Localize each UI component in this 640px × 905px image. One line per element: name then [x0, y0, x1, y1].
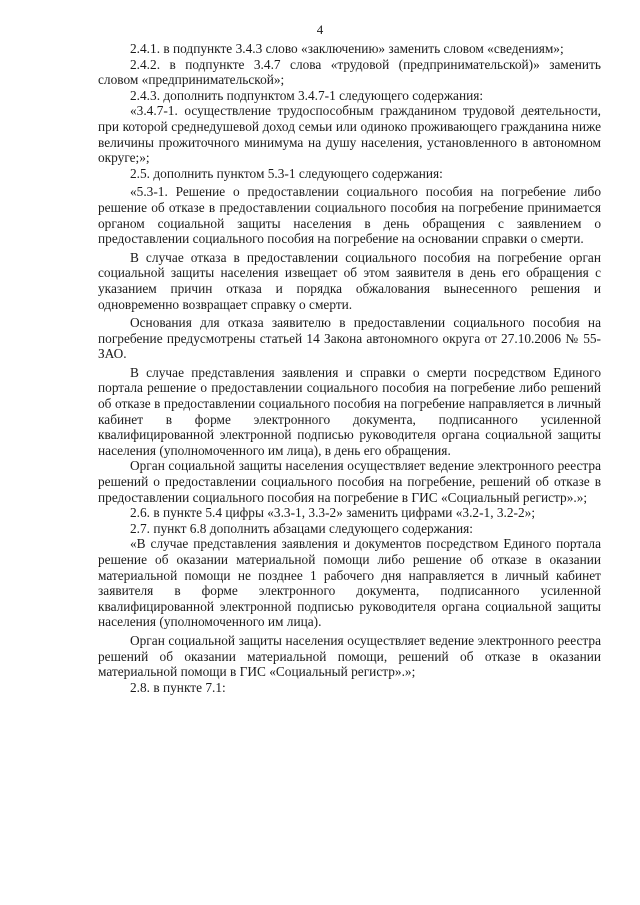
page-number: 4: [316, 22, 324, 37]
paragraph-2-4-2: 2.4.2. в подпункте 3.4.7 слова «трудовой (предпринимательской)» заменить словом «предпринимательской»;: [98, 56, 601, 88]
paragraph-2-4-3: 2.4.3. дополнить подпунктом 3.4.7-1 следующего содержания:: [130, 87, 484, 103]
paragraph-5-3-1-quote: «5.3-1. Решение о предоставлении социального пособия на погребение либо решение об отказе в предоставлении социального пособия на погребение принимается органом социальной защиты населения в день обращения с заявлением о предоставлении социального пособия на погребение на основании справки о смерти.: [98, 184, 601, 247]
paragraph-refusal-notice: В случае отказа в предоставлении социального пособия на погребение орган социальной защиты населения извещает об этом заявителя в день его обращения с указанием причин отказа и порядка обжалования вынесенного решения и одновременно возвращает справку о смерти.: [98, 249, 601, 312]
paragraph-refusal-grounds: Основания для отказа заявителю в предоставлении социального пособия на погребение предусмотрены статьей 14 Закона автономного округа от 27.10.2006 № 55-ЗАО.: [98, 315, 601, 362]
paragraph-registry-aid: Орган социальной защиты населения осуществляет ведение электронного реестра решений об оказании материальной помощи, решений об отказе в оказании материальной помощи в ГИС «Социальный регистр».»;: [98, 632, 601, 680]
paragraph-2-7: 2.7. пункт 6.8 дополнить абзацами следующего содержания:: [130, 520, 473, 536]
paragraph-2-4-1: 2.4.1. в подпункте 3.4.3 слово «заключению» заменить словом «сведениям»;: [130, 41, 564, 56]
paragraph-registry-burial: Орган социальной защиты населения осуществляет ведение электронного реестра решений о предоставлении социального пособия на погребение, решений об отказе в предоставлении социального пособия на погребение в ГИС «Социальный регистр».»;: [98, 458, 601, 505]
paragraph-unified-portal-aid: «В случае представления заявления и документов посредством Единого портала решение об оказании материальной помощи либо решение об отказе в оказании материальной помощи не позднее 1 рабочего дня направляется в личный кабинет заявителя в форме электронного документа, подписанного усиленной квалифицированной электронной подписью руководителя органа социальной защиты населения (уполномоченного им лица).: [98, 536, 601, 630]
document-body: [98, 41, 601, 695]
paragraph-2-6: 2.6. в пункте 5.4 цифры «3.3-1, 3.3-2» заменить цифрами «3.2-1, 3.2-2»;: [130, 505, 536, 521]
paragraph-unified-portal-burial: В случае представления заявления и справки о смерти посредством Единого портала решение о предоставлении социального пособия на погребение либо решений об отказе в предоставлении социального пособия на погребение направляется в личный кабинет в форме электронного документа, подписанного усиленной квалифицированной электронной подписью руководителя органа социальной защиты населения (уполномоченного им лица), в день его обращения.: [98, 364, 601, 458]
paragraph-3-4-7-1-quote: «3.4.7-1. осуществление трудоспособным гражданином трудовой деятельности, при которой среднедушевой доход семьи или одиноко проживающего гражданина ниже величины прожиточного минимума на душу населения, установленного в автономном округе;»;: [98, 103, 601, 166]
paragraph-2-5: 2.5. дополнить пунктом 5.3-1 следующего содержания:: [130, 165, 443, 181]
paragraph-2-8: 2.8. в пункте 7.1:: [130, 679, 226, 695]
